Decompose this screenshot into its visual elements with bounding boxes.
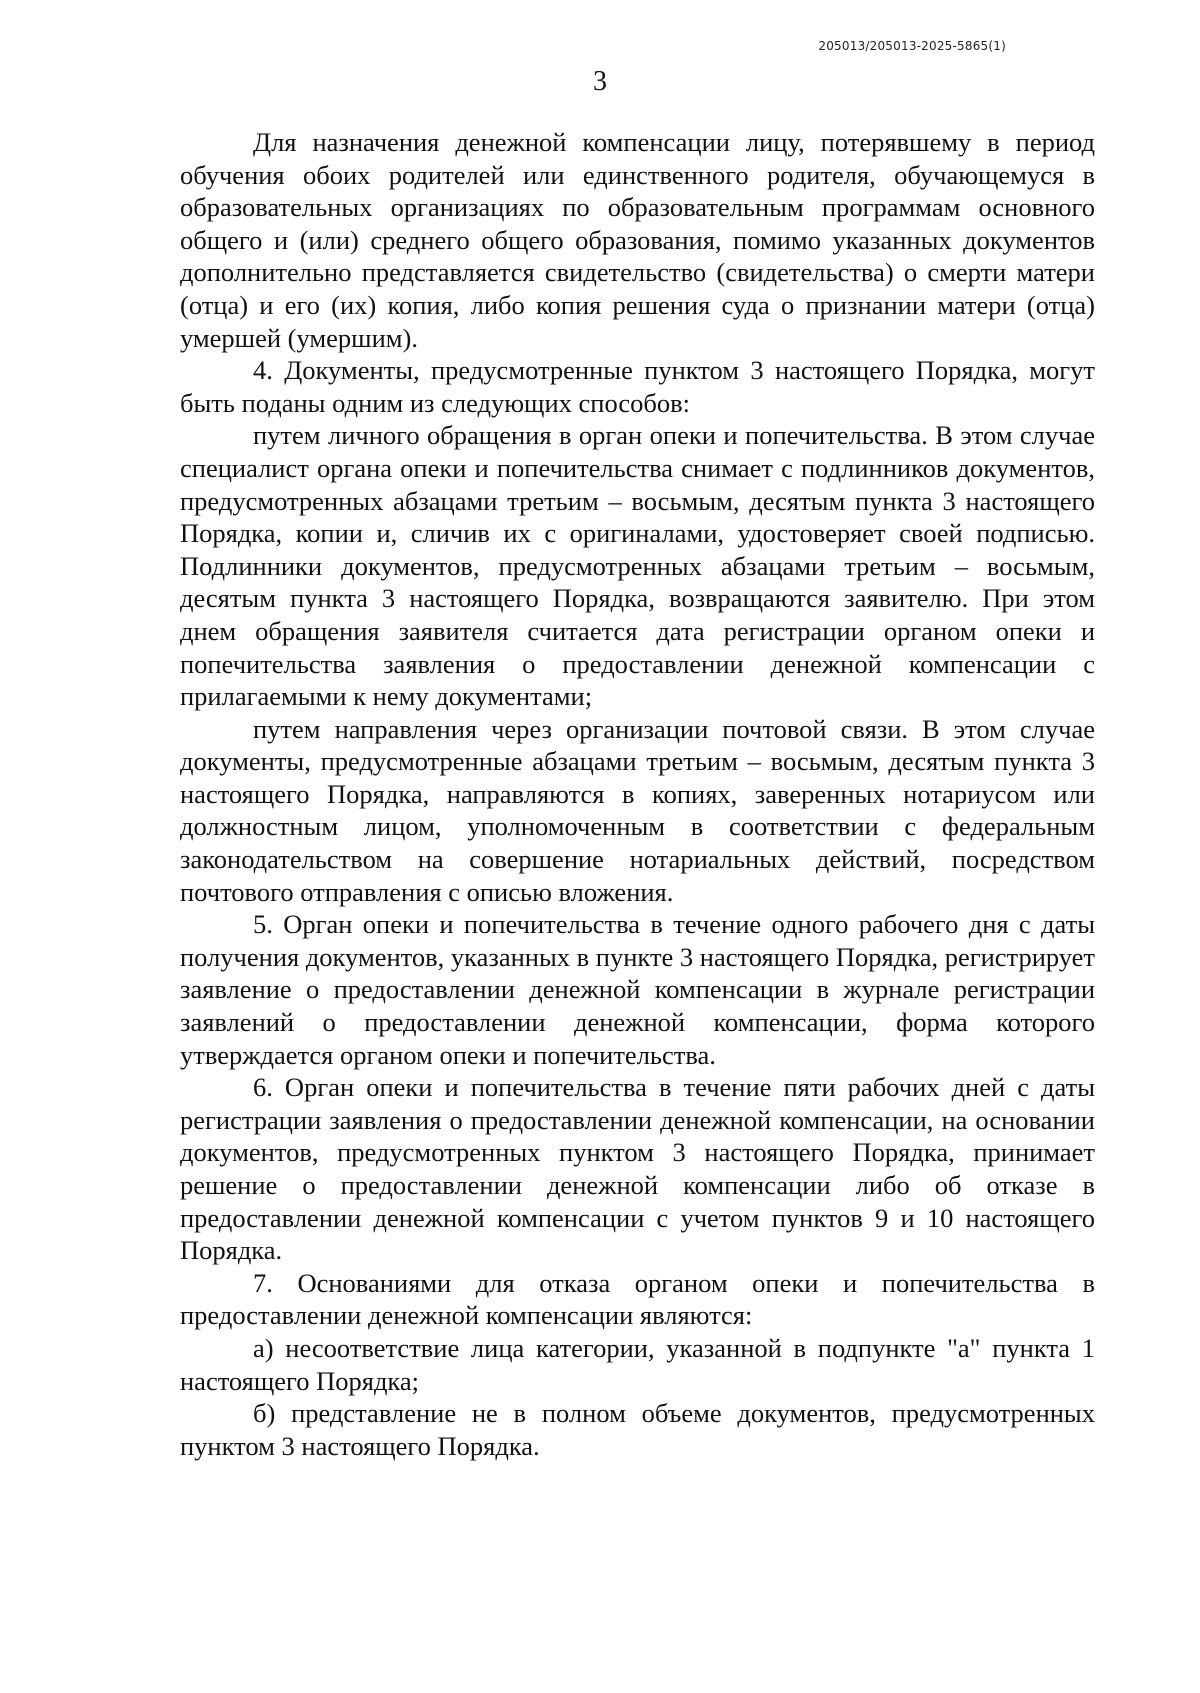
paragraph-additional-documents: Для назначения денежной компенсации лицу, потерявшему в период обучения обоих родителей или единственного родителя, обучающемуся в образовательных организациях по образовательным программам основного общего и (или) среднего общего образования, помимо указанных документов дополнительно представляется свидетельство (свидетельства) о смерти матери (отца) и его (их) копия, либо копия решения суда о признании матери (отца) умершей (умершим). bbox=[180, 127, 1095, 353]
paragraph-subitem-a: а) несоответствие лица категории, указанной в подпункте "а" пункта 1 настоящего Порядка; bbox=[180, 1332, 1095, 1396]
paragraph-item-4: 4. Документы, предусмотренные пунктом 3 настоящего Порядка, могут быть поданы одним из следующих способов: bbox=[180, 355, 1095, 418]
paragraph-item-6: 6. Орган опеки и попечительства в течение пяти рабочих дней с даты регистрации заявления о предоставлении денежной компенсации, на основании документов, предусмотренных пунктом 3 настоящего Порядка, принимает решение о предоставлении денежной компенсации либо об отказе в предоставлении денежной компенсации с учетом пунктов 9 и 10 настоящего Порядка. bbox=[180, 1072, 1095, 1266]
paragraph-postal-submission: путем направления через организации почтовой связи. В этом случае документы, предусмотренные абзацами третьим – восьмым, десятым пункта 3 настоящего Порядка, направляются в копиях, заверенных нотариусом или должностным лицом, уполномоченным в соответствии с федеральным законодательством на совершение нотариальных действий, посредством почтового отправления с описью вложения. bbox=[180, 713, 1095, 907]
paragraph-item-7: 7. Основаниями для отказа органом опеки и попечительства в предоставлении денежной компенсации являются: bbox=[180, 1267, 1095, 1331]
document-id: 205013/205013-2025-5865(1) bbox=[818, 39, 1006, 53]
page-number: 3 bbox=[593, 66, 607, 97]
paragraph-subitem-b: б) представление не в полном объеме документов, предусмотренных пунктом 3 настоящего Порядка. bbox=[180, 1398, 1095, 1461]
document-body bbox=[180, 126, 1095, 1462]
paragraph-personal-submission: путем личного обращения в орган опеки и попечительства. В этом случае специалист органа опеки и попечительства снимает с подлинников документов, предусмотренных абзацами третьим – восьмым, десятым пункта 3 настоящего Порядка, копии и, сличив их с оригиналами, удостоверяет своей подписью. Подлинники документов, предусмотренных абзацами третьим – восьмым, десятым пункта 3 настоящего Порядка, возвращаются заявителю. При этом днем обращения заявителя считается дата регистрации органом опеки и попечительства заявления о предоставлении денежной компенсации с прилагаемыми к нему документами; bbox=[180, 420, 1095, 712]
paragraph-item-5: 5. Орган опеки и попечительства в течение одного рабочего дня с даты получения документов, указанных в пункте 3 настоящего Порядка, регистрирует заявление о предоставлении денежной компенсации в журнале регистрации заявлений о предоставлении денежной компенсации, форма которого утверждается органом опеки и попечительства. bbox=[180, 909, 1096, 1070]
